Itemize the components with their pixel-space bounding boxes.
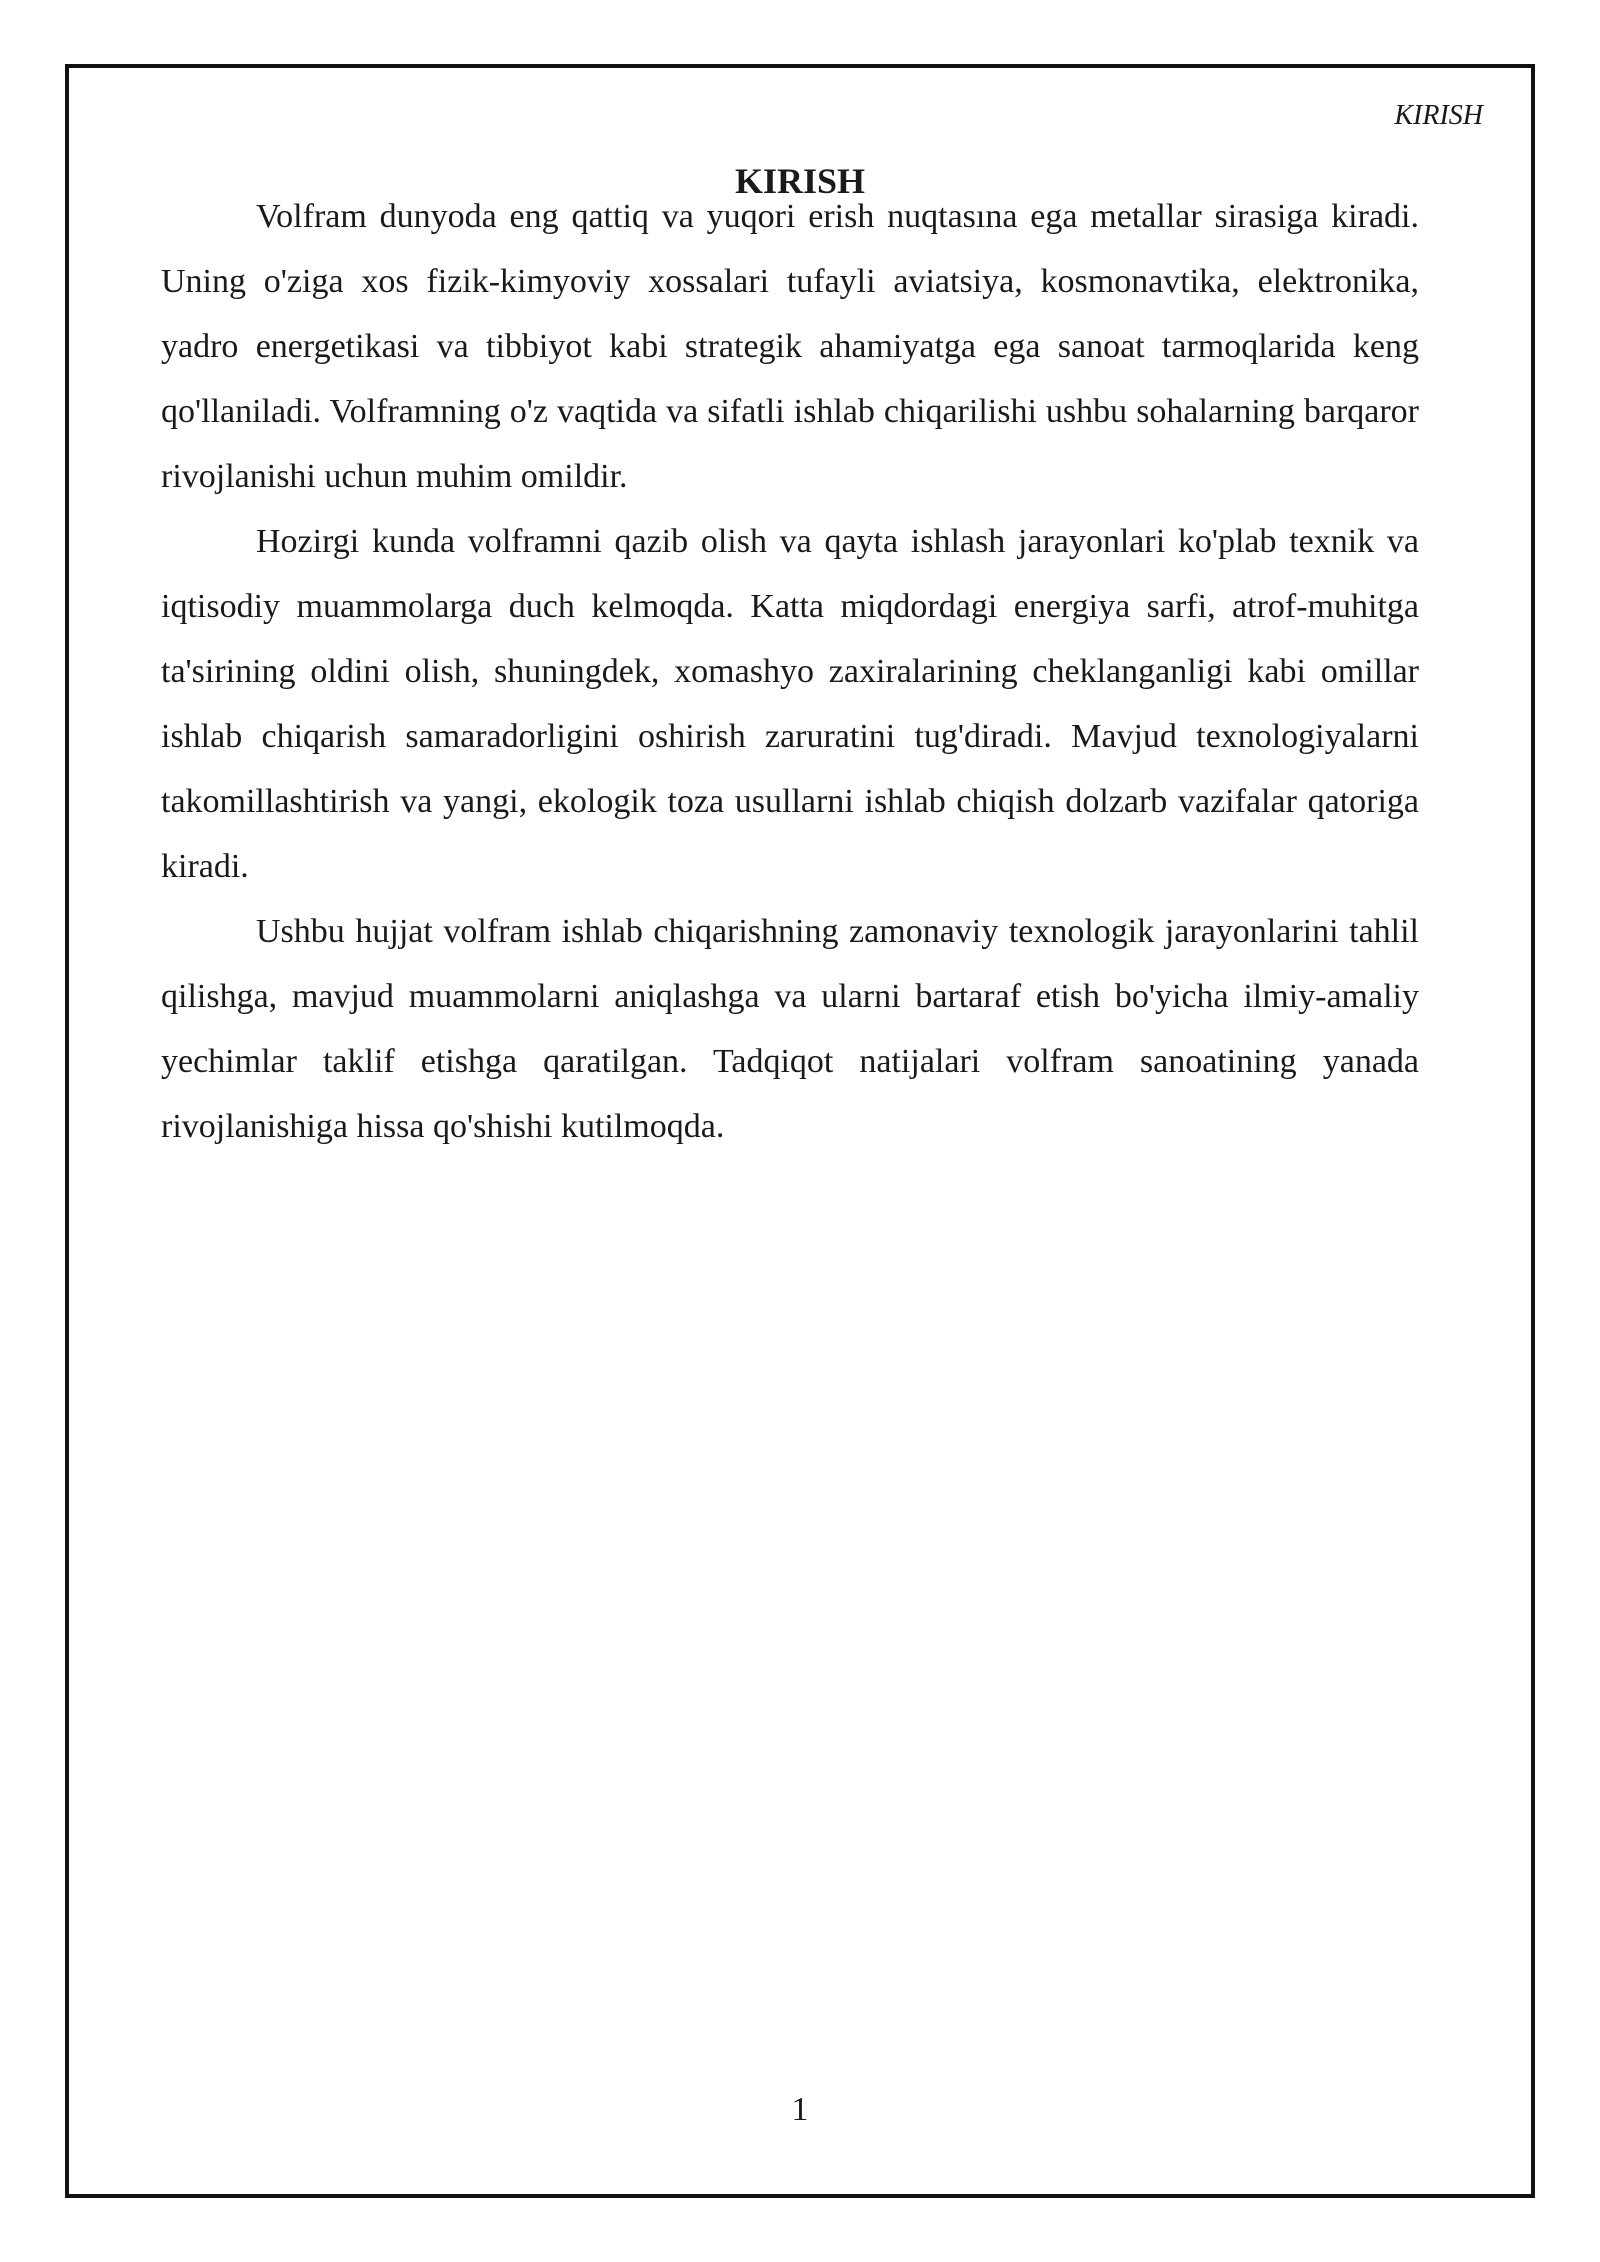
paragraph-1: Volfram dunyoda eng qattiq va yuqori erish nuqtasına ega metallar sirasiga kiradi. Uning o'ziga xos fizik-kimyoviy xossalari tufayli aviatsiya, kosmonavtika, elektronika, yadro energetikasi va tibbiyot kabi strategik ahamiyatga ega sanoat tarmoqlarida keng qo'llaniladi. Volframning o'z vaqtida va sifatli ishlab chiqarilishi ushbu sohalarning barqaror rivojlanishi uchun muhim omildir. [161, 198, 1419, 495]
running-header: KIRISH [1394, 100, 1483, 131]
page-title: KIRISH [734, 161, 866, 201]
page-number: 1 [791, 2091, 809, 2128]
document-body [161, 184, 1419, 1159]
paragraph-2: Hozirgi kunda volframni qazib olish va qayta ishlash jarayonlari ko'plab texnik va iqtisodiy muammolarga duch kelmoqda. Katta miqdordagi energiya sarfi, atrof-muhitga ta'sirining oldini olish, shuningdek, xomashyo zaxiralarining cheklanganligi kabi omillar ishlab chiqarish samaradorligini oshirish zaruratini tug'diradi. Mavjud texnologiyalarni takomillashtirish va yangi, ekologik toza usullarni ishlab chiqish dolzarb vazifalar qatoriga kiradi. [161, 523, 1419, 885]
paragraph-3: Ushbu hujjat volfram ishlab chiqarishning zamonaviy texnologik jarayonlarini tahlil qilishga, mavjud muammolarni aniqlashga va ularni bartaraf etish bo'yicha ilmiy-amaliy yechimlar taklif etishga qaratilgan. Tadqiqot natijalari volfram sanoatining yanada rivojlanishiga hissa qo'shishi kutilmoqda. [161, 913, 1419, 1145]
